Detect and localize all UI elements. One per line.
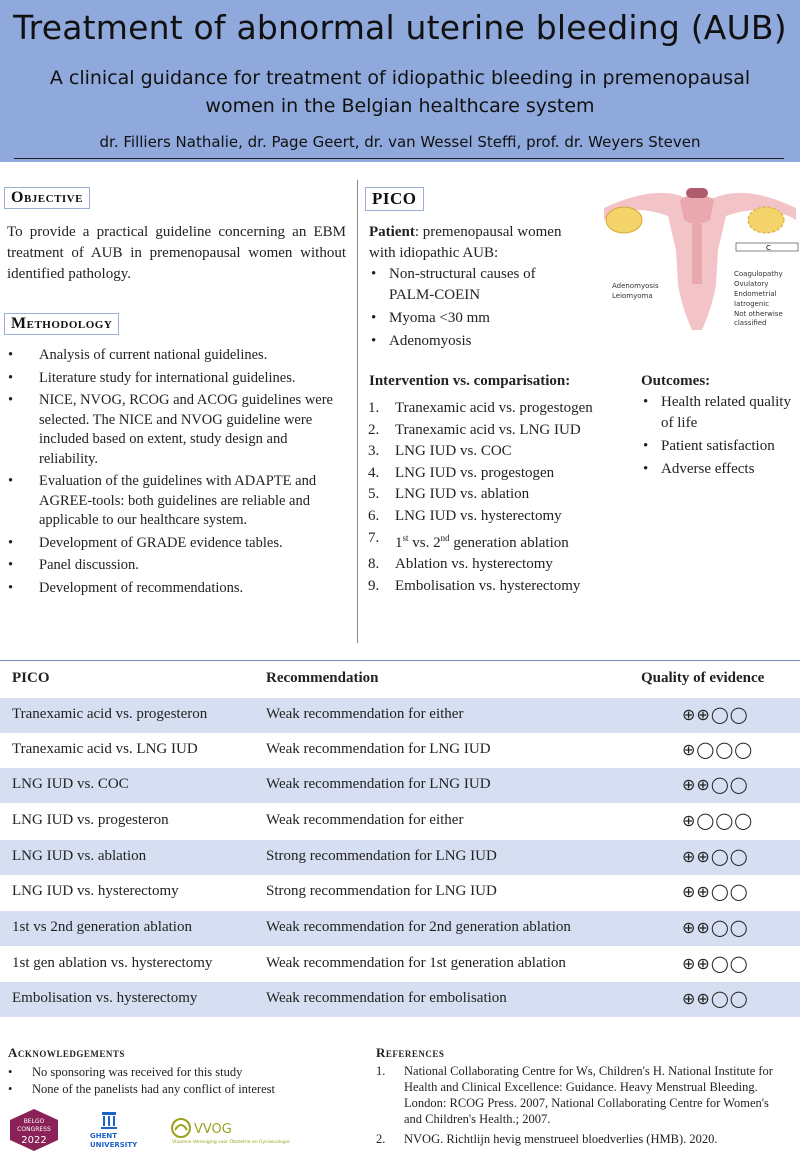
quality-rating: ⊕⊕◯◯ [682, 918, 749, 937]
cervix [692, 224, 702, 284]
figure-right-label: Endometrial [734, 290, 777, 298]
objective-heading: Objective [4, 187, 90, 209]
outcomes-heading: Outcomes: [641, 373, 711, 389]
col-header-pico: PICO [12, 670, 50, 686]
table-row: LNG IUD vs. hysterectomy Strong recommendation for LNG IUD ⊕⊕◯◯ [12, 882, 749, 901]
objective-text: To provide a practical guideline concerning an EBM treatment of AUB in premenopausal women without identified pathology. [7, 224, 346, 282]
list-item: • Literature study for international guidelines. [6, 369, 350, 389]
header-divider [14, 158, 784, 159]
list-item: 8. Ablation vs. hysterectomy [368, 556, 553, 573]
column-divider [357, 180, 358, 643]
list-item: 5. LNG IUD vs. ablation [368, 486, 530, 503]
list-item: • Health related quality of life [641, 392, 797, 434]
list-item: 2. Tranexamic acid vs. LNG IUD [368, 421, 581, 438]
table-row: LNG IUD vs. ablation Strong recommendation for LNG IUD ⊕⊕◯◯ [0, 840, 800, 875]
pico-patient: Patient: premenopausal women with idiopathic AUB: [369, 224, 562, 261]
intervention-heading: Intervention vs. comparisation: [369, 373, 571, 389]
vvog-logo [170, 1116, 345, 1146]
quality-rating: ⊕⊕◯◯ [682, 989, 749, 1008]
box-letter: C [766, 244, 771, 252]
ghent-university-logo [88, 1110, 138, 1150]
col-header-quality: Quality of evidence [641, 670, 765, 686]
list-item: • None of the panelists had any conflict of interest [8, 1081, 275, 1098]
acknowledgements-list [8, 1064, 275, 1098]
quality-rating: ⊕⊕◯◯ [682, 775, 749, 794]
col-header-recommendation: Recommendation [266, 670, 379, 686]
list-item: • NICE, NVOG, RCOG and ACOG guidelines were selected. The NICE and NVOG guideline were included based on extent, study design and reliability. [6, 391, 350, 469]
congress-logo [8, 1108, 60, 1152]
quality-rating: ⊕⊕◯◯ [682, 847, 749, 866]
quality-rating: ⊕◯◯◯ [682, 740, 754, 759]
vvog-emblem [172, 1119, 190, 1137]
acknowledgements-heading: Acknowledgements [8, 1045, 125, 1060]
quality-rating: ⊕⊕◯◯ [682, 705, 749, 724]
list-item: 2. NVOG. Richtlijn hevig menstrueel bloedverlies (HMB). 2020. [376, 1132, 718, 1146]
list-item: • No sponsoring was received for this study [8, 1064, 275, 1081]
references-heading: References [376, 1045, 445, 1060]
svg-text:BELGO: BELGO [23, 1118, 45, 1125]
uterus-figure [596, 180, 800, 335]
figure-right-label: Coagulopathy [734, 270, 783, 278]
left-ovary [606, 207, 642, 233]
quality-rating: ⊕◯◯◯ [682, 811, 754, 830]
references-list [376, 1063, 786, 1151]
poster-header [0, 0, 800, 162]
right-ovary [748, 207, 784, 233]
uterus-fundus [680, 194, 714, 224]
figure-left-label: Adenomyosis [612, 282, 659, 290]
table-row: Embolisation vs. hysterectomy Weak recommendation for embolisation ⊕⊕◯◯ [0, 982, 800, 1017]
svg-text:Vlaamse Vereniging voor Obstet: Vlaamse Vereniging voor Obstetrie en Gynaecologie [172, 1140, 290, 1145]
list-item: • Evaluation of the guidelines with ADAPTE and AGREE-tools: both guidelines are reliable and applicable to our healthcare system. [6, 472, 350, 531]
list-item: 9. Embolisation vs. hysterectomy [368, 577, 581, 594]
list-item: • Development of recommendations. [6, 579, 350, 599]
table-top-border [0, 660, 800, 661]
outcomes-list [641, 392, 797, 482]
patient-criteria-list [369, 264, 569, 354]
list-item: 1. National Collaborating Centre for Ws, Children's H. National Institute for Health and Clinical Excellence: Guidance. Heavy Menstrual Bleeding. London: RCOG Press. 2007, National Collaborating Centre for Women's and Children's Health.; 2007. [376, 1064, 773, 1126]
svg-text:VVOG: VVOG [194, 1122, 232, 1137]
list-item: • Adverse effects [641, 459, 797, 480]
figure-right-label: Not otherwise [734, 310, 783, 318]
list-item: 7. 1st vs. 2nd generation ablation [368, 529, 569, 551]
list-item: • Adenomyosis [369, 331, 569, 352]
quality-rating: ⊕⊕◯◯ [682, 954, 749, 973]
figure-right-label: classified [734, 319, 767, 327]
poster-subtitle: A clinical guidance for treatment of idiopathic bleeding in premenopausal women in the Belgian healthcare system [49, 67, 751, 117]
list-item: • Panel discussion. [6, 556, 350, 576]
list-item: 3. LNG IUD vs. COC [368, 443, 512, 460]
list-item: • Non-structural causes of PALM-COEIN [369, 264, 569, 306]
list-item: • Patient satisfaction [641, 436, 797, 457]
list-item: 1. Tranexamic acid vs. progestogen [368, 400, 593, 416]
poster-authors: dr. Filliers Nathalie, dr. Page Geert, dr. van Wessel Steffi, prof. dr. Weyers Steven [99, 133, 701, 151]
svg-text:UNIVERSITY: UNIVERSITY [90, 1141, 138, 1149]
table-row: 1st vs 2nd generation ablation Weak recommendation for 2nd generation ablation ⊕⊕◯◯ [0, 911, 800, 946]
list-item: • Analysis of current national guidelines. [6, 346, 350, 366]
figure-right-label: Ovulatory [734, 280, 769, 288]
table-header-row [0, 662, 800, 697]
svg-text:GHENT: GHENT [90, 1132, 118, 1140]
table-row: LNG IUD vs. progesteron Weak recommendation for either ⊕◯◯◯ [12, 811, 754, 830]
figure-left-label: Leiomyoma [612, 292, 653, 300]
table-row: 1st gen ablation vs. hysterectomy Weak recommendation for 1st generation ablation ⊕⊕◯◯ [12, 954, 749, 973]
figure-right-label: Iatrogenic [734, 300, 770, 308]
poster-title: Treatment of abnormal uterine bleeding (AUB) [13, 8, 787, 47]
svg-text:CONGRESS: CONGRESS [17, 1126, 51, 1133]
table-row: Tranexamic acid vs. LNG IUD Weak recommendation for LNG IUD ⊕◯◯◯ [12, 740, 754, 759]
patient-label: Patient [369, 224, 415, 240]
intervention-list [368, 398, 628, 597]
list-item: 4. LNG IUD vs. progestogen [368, 464, 555, 481]
fundal-myoma [686, 188, 708, 198]
list-item: • Development of GRADE evidence tables. [6, 534, 350, 554]
pico-heading: PICO [365, 187, 424, 211]
quality-rating: ⊕⊕◯◯ [682, 882, 749, 901]
table-row: Tranexamic acid vs. progesteron Weak recommendation for either ⊕⊕◯◯ [0, 698, 800, 733]
table-row: LNG IUD vs. COC Weak recommendation for LNG IUD ⊕⊕◯◯ [0, 768, 800, 803]
list-item: 6. LNG IUD vs. hysterectomy [368, 507, 562, 524]
svg-text:2022: 2022 [21, 1135, 47, 1146]
methodology-list [6, 346, 350, 601]
methodology-heading: Methodology [4, 313, 119, 335]
list-item: • Myoma <30 mm [369, 308, 569, 329]
